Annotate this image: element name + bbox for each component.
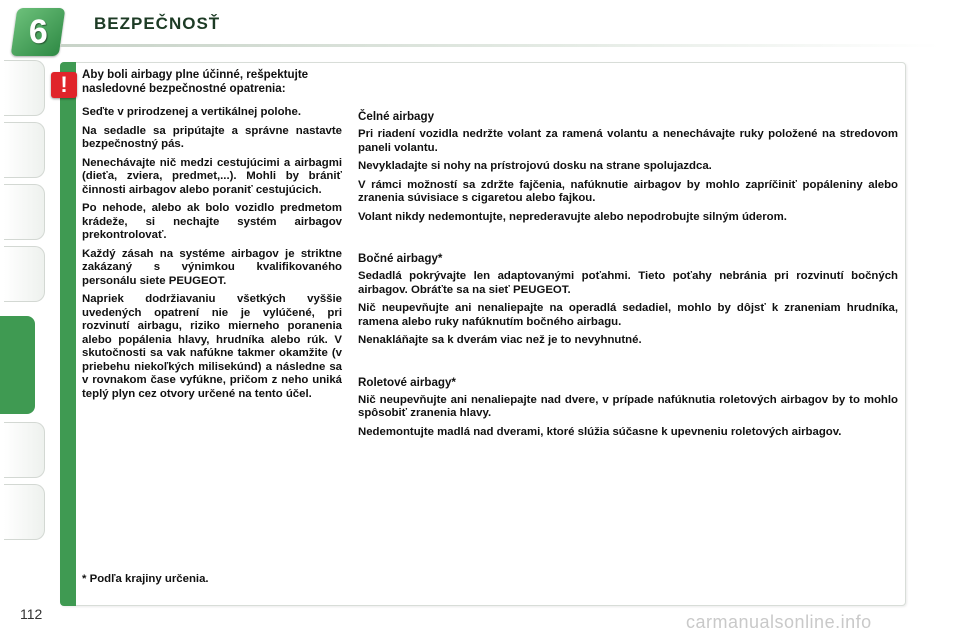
chapter-number: 6 (28, 12, 48, 51)
chapter-tab-3[interactable] (4, 184, 45, 240)
section-paragraph: V rámci možností sa zdržte fajčenia, nafúknutie airbagov by mohlo zapríčiniť popáleniny alebo zranenia súvisiace s cigaretou alebo fajkou. (358, 178, 898, 204)
warning-paragraph: Seďte v prirodzenej a vertikálnej polohe. (82, 106, 301, 118)
chapter-tab-4[interactable] (4, 246, 45, 302)
exclamation-icon: ! (51, 72, 77, 98)
section-paragraph: Nič neupevňujte ani nenaliepajte na operadlá sedadiel, mohlo by dôjsť k zraneniam hrudníka, ramena alebo ruky nafúknutím bočného airbagu. (358, 302, 898, 328)
section-frontal-airbags (358, 110, 898, 224)
warning-column (82, 68, 342, 406)
section-heading: Roletové airbagy* (358, 375, 456, 389)
page-header (0, 0, 960, 58)
chapter-tab-2[interactable] (4, 122, 45, 178)
chapter-tab-6-active[interactable] (0, 316, 35, 414)
section-paragraph: Nenakláňajte sa k dverám viac než je to nevyhnutné. (358, 334, 642, 346)
warning-heading: Aby boli airbagy plne účinné, rešpektujte nasledovné bezpečnostné opatrenia: (82, 68, 309, 95)
header-divider (60, 44, 940, 47)
section-paragraph: Nevykladajte si nohy na prístrojovú dosku na strane spolujazdca. (358, 160, 712, 172)
section-paragraph: Sedadlá pokrývajte len adaptovanými poťahmi. Tieto poťahy nebránia pri rozvinutí bočných airbagov. Obráťte sa na sieť PEUGEOT. (358, 270, 898, 296)
section-paragraph: Volant nikdy nedemontujte, neprederavujte alebo nepodrobujte silným úderom. (358, 210, 787, 223)
warning-paragraph: Nenechávajte nič medzi cestujúcimi a airbagmi (dieťa, zviera, predmet,...). Mohli by brániť činnosti airbagov alebo poraniť cestujúcich. (82, 156, 342, 196)
warning-paragraph: Napriek dodržiavaniu všetkých vyššie uvedených opatrení nie je vylúčené, pri rozvinutí airbagu, riziko mierneho poranenia alebo popálenia hlavy, hrudníka alebo rúk. V skutočnosti sa vak nafúkne takmer okamžite (v priebehu niekoľkých milisekúnd) a následne sa v rovnakom čase vyfúkne, pričom z neho uniká teplý plyn cez otvory určené na tento účel. (82, 293, 342, 400)
section-heading: Čelné airbagy (358, 110, 435, 123)
warning-paragraph: Na sedadle sa pripútajte a správne nastavte bezpečnostný pás. (82, 124, 342, 150)
warning-paragraph: Po nehode, alebo ak bolo vozidlo predmetom krádeže, si nechajte systém airbagov prekontrolovať. (82, 202, 342, 241)
chapter-tab-1[interactable] (4, 60, 45, 116)
chapter-tab-rail (0, 60, 48, 580)
airbag-sections (358, 110, 898, 467)
section-paragraph: Pri riadení vozidla nedržte volant za ramená volantu a nenechávajte ruky položené na stredovom paneli volantu. (358, 128, 898, 154)
section-side-airbags (358, 252, 898, 348)
section-curtain-airbags (358, 376, 898, 440)
footnote: * Podľa krajiny určenia. (82, 573, 209, 585)
watermark: carmanualsonline.info (686, 612, 872, 632)
frame-accent-bar (60, 62, 76, 606)
chapter-tab-8[interactable] (4, 484, 45, 540)
section-paragraph: Nedemontujte madlá nad dverami, ktoré slúžia súčasne k upevneniu roletových airbagov. (358, 425, 842, 438)
page-title: BEZPEČNOSŤ (94, 14, 221, 33)
warning-paragraph: Každý zásah na systéme airbagov je striktne zakázaný s výnimkou kvalifikovaného personálu siete PEUGEOT. (82, 247, 342, 287)
section-paragraph: Nič neupevňujte ani nenaliepajte nad dvere, v prípade nafúknutia roletových airbagov by to mohlo spôsobiť zranenia hlavy. (358, 393, 898, 419)
page-number: 112 (20, 606, 43, 622)
section-heading: Bočné airbagy* (358, 252, 443, 265)
chapter-badge (11, 8, 66, 56)
chapter-tab-7[interactable] (4, 422, 45, 478)
